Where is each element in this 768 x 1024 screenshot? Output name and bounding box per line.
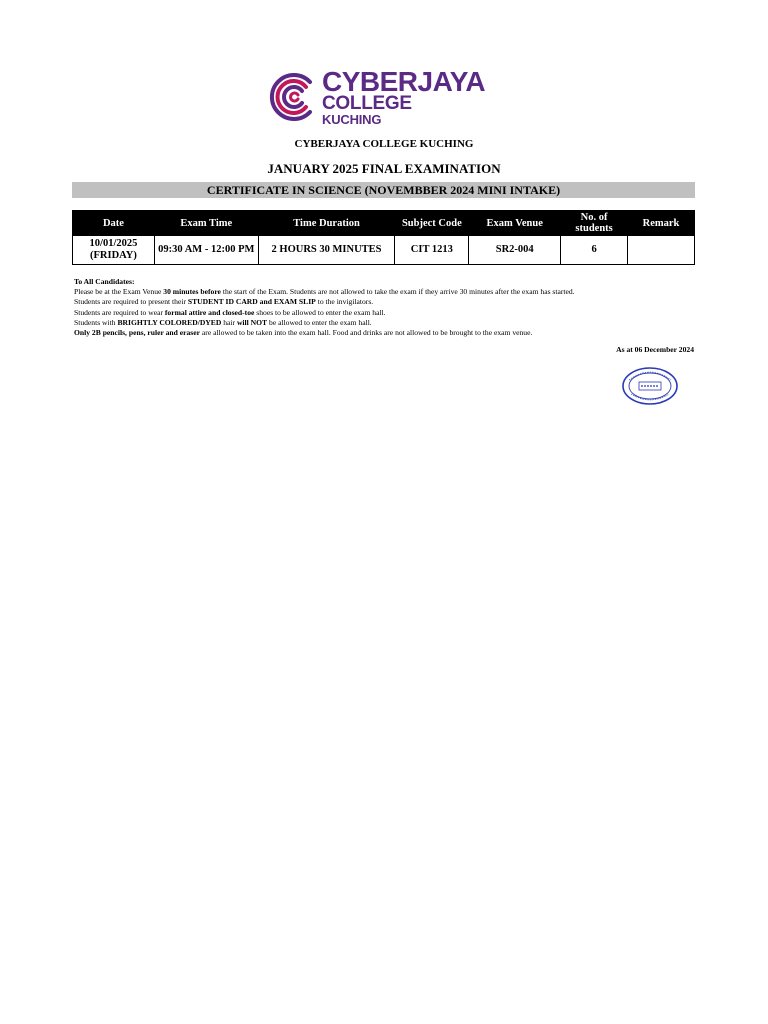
logo-line-kuching: KUCHING (322, 112, 382, 127)
college-stamp-icon (621, 366, 679, 406)
column-header-no-of-students: No. of students (561, 211, 628, 236)
cell-remark (628, 236, 695, 265)
cell-duration: 2 HOURS 30 MINUTES (258, 236, 395, 265)
exam-schedule-table (72, 210, 695, 265)
college-logo (262, 68, 492, 126)
column-header-exam-time: Exam Time (154, 211, 258, 236)
table-row (73, 236, 695, 265)
college-logo-wordmark (322, 68, 485, 126)
cell-students: 6 (561, 236, 628, 265)
candidate-notes (74, 277, 694, 338)
column-header-remark: Remark (628, 211, 695, 236)
cell-exam-time: 09:30 AM - 12:00 PM (154, 236, 258, 265)
notes-line-arrival: Please be at the Exam Venue 30 minutes before the start of the Exam. Students are not allowed to take the exam if they arrive 30 minutes after the exam has started. (74, 287, 575, 297)
column-header-date: Date (73, 211, 155, 236)
logo-line-cyberjaya: CYBERJAYA (322, 66, 486, 97)
college-name: CYBERJAYA COLLEGE KUCHING (294, 138, 474, 150)
cell-date-line1: 10/01/2025 (89, 238, 138, 249)
notes-line-hair: Students with BRIGHTLY COLORED/DYED hair will NOT be allowed to enter the exam hall. (74, 317, 372, 327)
college-logo-mark-icon (262, 68, 320, 126)
logo-line-college: COLLEGE (322, 93, 412, 114)
notes-line-attire: Students are required to wear formal attire and closed-toe shoes to be allowed to enter the exam hall. (74, 307, 386, 317)
column-header-exam-venue: Exam Venue (469, 211, 561, 236)
cell-date (73, 236, 155, 265)
programme-title: CERTIFICATE IN SCIENCE (NOVEMBBER 2024 MINI INTAKE) (72, 182, 695, 198)
exam-title: JANUARY 2025 FINAL EXAMINATION (267, 161, 501, 176)
cell-date-line2: (FRIDAY) (90, 250, 137, 261)
column-header-time-duration: Time Duration (258, 211, 395, 236)
cell-venue: SR2-004 (469, 236, 561, 265)
notes-line-id-card: Students are required to present their STUDENT ID CARD and EXAM SLIP to the invigilators. (74, 297, 374, 307)
column-header-subject-code: Subject Code (395, 211, 469, 236)
table-header-row (73, 211, 695, 236)
as-at-date: As at 06 December 2024 (616, 345, 694, 354)
notes-heading: To All Candidates: (74, 277, 135, 286)
cell-subject-code: CIT 1213 (395, 236, 469, 265)
notes-line-materials: Only 2B pencils, pens, ruler and eraser are allowed to be taken into the exam hall. Food and drinks are not allowed to be brought to the exam venue. (74, 328, 533, 338)
